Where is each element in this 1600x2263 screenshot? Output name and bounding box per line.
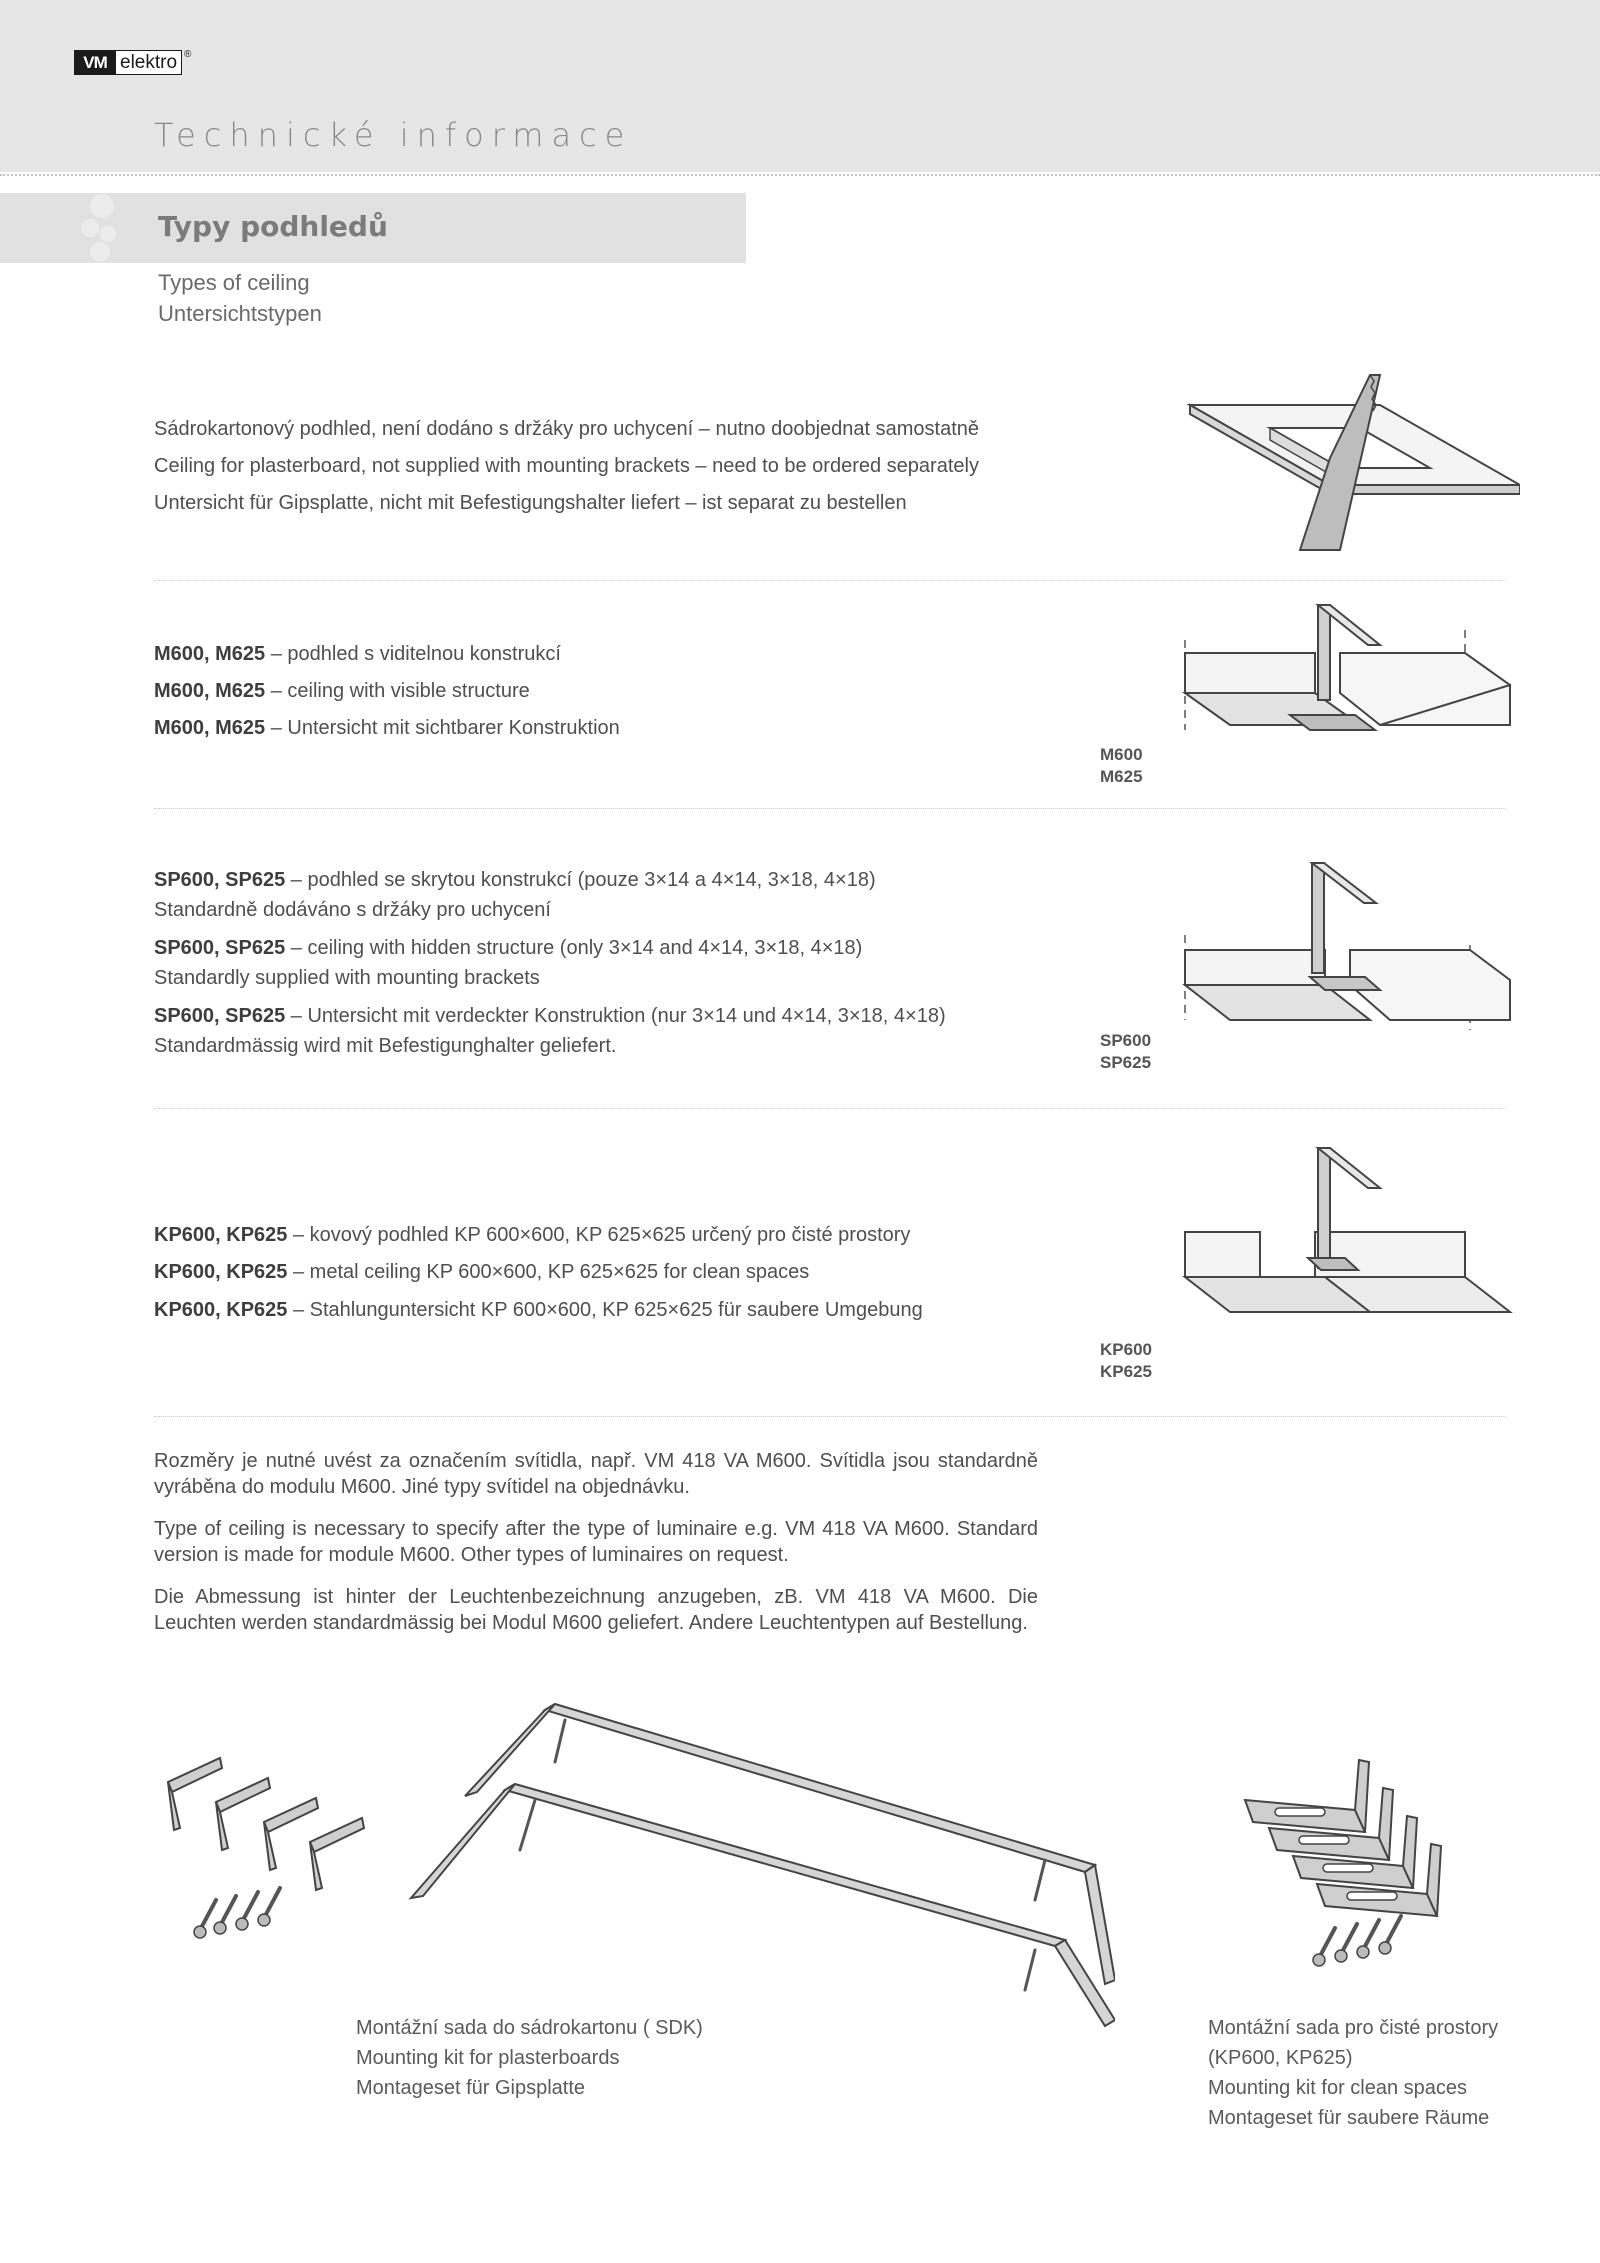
sp600-figure-label [1100,1030,1151,1074]
registered-mark: ® [184,49,192,60]
divider [154,1108,1506,1109]
m600-label-1: M600 [1100,745,1143,764]
company-logo [74,49,191,76]
kp600-label-2: KP625 [1100,1362,1152,1381]
kit-clean-caption-cz: Montážní sada pro čisté prostory [1208,2017,1499,2039]
sp600-label-2: SP625 [1100,1053,1152,1072]
kit-clean-caption [1208,2013,1498,2133]
m600-label-2: M625 [1100,767,1143,786]
kp600-text-de [154,1297,923,1323]
m600-text-de [154,715,620,741]
divider [154,1416,1506,1417]
sp600-desc-en: – ceiling with hidden structure (only 3×14 and 4×14, 3×18, 4×18) [285,937,863,959]
m600-figure-label [1100,744,1143,788]
sp600-code: SP600, SP625 [154,869,286,891]
brackets-and-screws-illustration [150,1740,400,1970]
sp600-text-cz [154,867,876,893]
sp600-code: SP600, SP625 [154,1005,286,1027]
kp600-figure-label [1100,1339,1152,1383]
sp600-label-1: SP600 [1100,1031,1152,1050]
note-text-en: Type of ceiling is necessary to specify after the type of luminaire e.g. VM 418 VA M600. Standard version is made for module M600. Other types of luminaires on request. [154,1518,1038,1566]
note-text-cz: Rozměry je nutné uvést za označením svítidla, např. VM 418 VA M600. Svítidla jsou standardně vyráběna do modulu M600. Jiné typy svítidel na objednávku. [154,1450,1038,1498]
sp600-desc-de: – Untersicht mit verdeckter Konstruktion (nur 3×14 und 4×14, 3×18, 4×18) [285,1005,946,1027]
kit-sdk-caption-en: Mounting kit for plasterboards [356,2047,620,2069]
m600-code: M600, M625 [154,680,266,702]
plaster-text-de: Untersicht für Gipsplatte, nicht mit Befestigungshalter liefert – ist separat zu bestellen [154,492,907,514]
sp600-text-en2: Standardly supplied with mounting brackets [154,967,540,989]
logo-mark: VM [74,50,116,75]
support-rails-illustration [405,1700,1115,2030]
kp600-code: KP600, KP625 [154,1261,288,1283]
clean-space-brackets-illustration [1235,1720,1485,1980]
kit-sdk-caption-de: Montageset für Gipsplatte [356,2077,586,2099]
kit-clean-caption-en: Mounting kit for clean spaces [1208,2077,1468,2099]
sp600-text-de [154,1003,946,1029]
kp600-label-1: KP600 [1100,1340,1152,1359]
m600-text-en [154,678,530,704]
plaster-text-en: Ceiling for plasterboard, not supplied with mounting brackets – need to be ordered separately [154,455,979,477]
sp600-desc-cz: – podhled se skrytou konstrukcí (pouze 3×14 a 4×14, 3×18, 4×18) [285,869,876,891]
section-subtitle-en: Types of ceiling [158,270,310,295]
m600-desc-cz: – podhled s viditelnou konstrukcí [265,643,561,665]
kp600-code: KP600, KP625 [154,1224,288,1246]
sp600-text-cz2: Standardně dodáváno s držáky pro uchycení [154,899,551,921]
m600-visible-structure-illustration [1180,585,1520,765]
m600-code: M600, M625 [154,643,266,665]
divider [154,580,1506,581]
section-subtitle-de: Untersichtstypen [158,301,322,326]
kp600-text-cz [154,1222,910,1248]
kp600-metal-ceiling-illustration [1180,1140,1520,1360]
divider [154,808,1506,809]
m600-text-cz [154,641,561,667]
logo-text: elektro [116,50,182,75]
kit-clean-caption-cz2: (KP600, KP625) [1208,2047,1353,2069]
plasterboard-cutout-illustration [1180,370,1520,560]
sp600-code: SP600, SP625 [154,937,286,959]
kp600-code: KP600, KP625 [154,1299,288,1321]
kp600-desc-de: – Stahlunguntersicht KP 600×600, KP 625×625 für saubere Umgebung [287,1299,923,1321]
kp600-text-en [154,1259,809,1285]
header-divider [0,174,1600,176]
m600-desc-de: – Untersicht mit sichtbarer Konstruktion [265,717,620,739]
kit-sdk-caption [356,2013,703,2103]
sp600-hidden-structure-illustration [1180,855,1520,1055]
page-title: Technické informace [154,116,633,154]
kit-sdk-caption-cz: Montážní sada do sádrokartonu ( SDK) [356,2017,703,2039]
m600-code: M600, M625 [154,717,266,739]
sp600-text-de2: Standardmässig wird mit Befestigunghalter geliefert. [154,1035,617,1057]
kp600-desc-en: – metal ceiling KP 600×600, KP 625×625 for clean spaces [287,1261,810,1283]
m600-desc-en: – ceiling with visible structure [265,680,530,702]
plaster-text-cz: Sádrokartonový podhled, není dodáno s držáky pro uchycení – nutno doobjednat samostatně [154,418,980,440]
kp600-desc-cz: – kovový podhled KP 600×600, KP 625×625 určený pro čisté prostory [287,1224,911,1246]
bubble-decoration-icon [78,192,128,264]
section-title: Typy podhledů [158,210,388,243]
sp600-text-en [154,935,862,961]
note-text-de: Die Abmessung ist hinter der Leuchtenbezeichnung anzugeben, zB. VM 418 VA M600. Die Leuchten werden standardmässig bei Modul M600 geliefert. Andere Leuchtentypen auf Bestellung. [154,1586,1038,1634]
kit-clean-caption-de: Montageset für saubere Räume [1208,2107,1490,2129]
